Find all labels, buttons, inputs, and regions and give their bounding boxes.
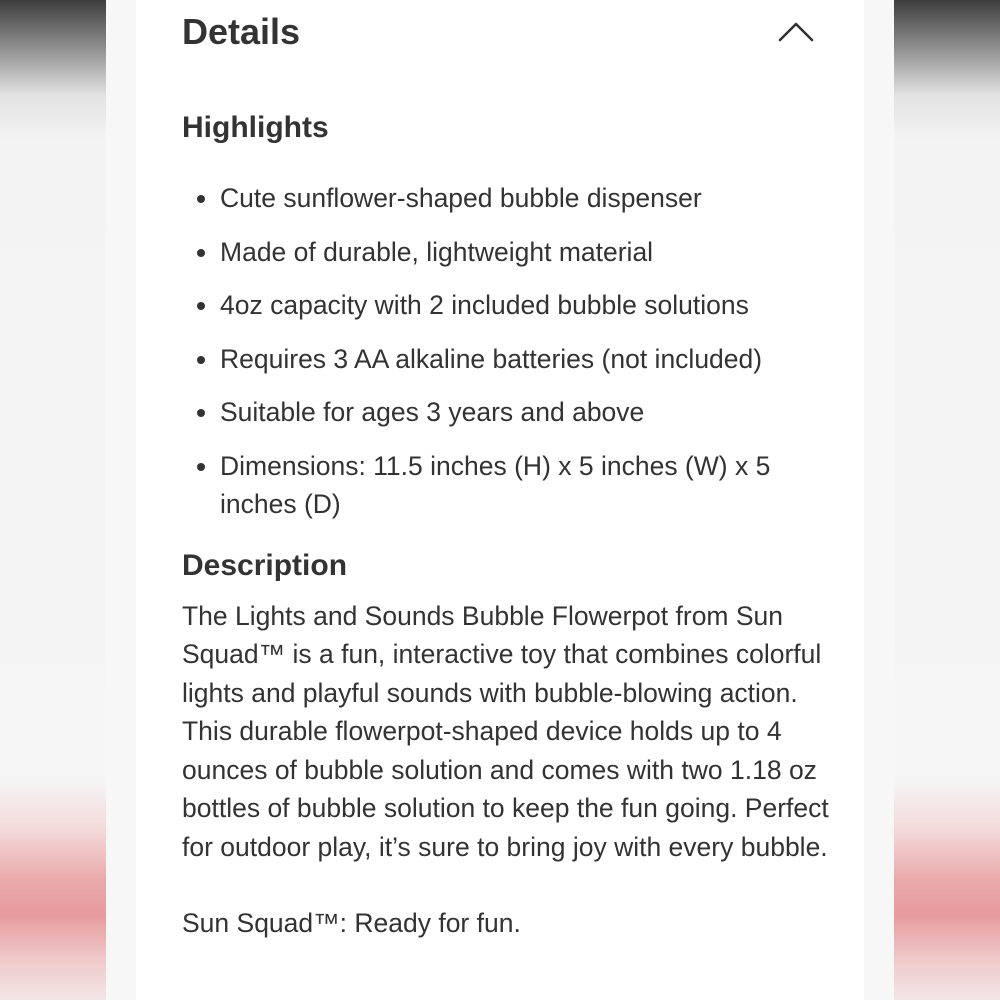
highlight-item: Requires 3 AA alkaline batteries (not included)	[182, 340, 832, 378]
background-left-blur	[0, 0, 106, 1000]
description-heading: Description	[182, 548, 348, 582]
highlight-item: Suitable for ages 3 years and above	[182, 393, 832, 431]
details-title: Details	[182, 11, 301, 52]
details-accordion-header[interactable]	[182, 8, 822, 56]
details-panel	[136, 0, 864, 1000]
screen-frame	[106, 0, 894, 1000]
highlight-item: Dimensions: 11.5 inches (H) x 5 inches (W) x 5 inches (D)	[182, 447, 832, 523]
details-content	[182, 108, 832, 943]
background-right-blur	[894, 0, 1000, 1000]
highlight-item: Made of durable, lightweight material	[182, 233, 832, 271]
description-tagline: Sun Squad™: Ready for fun.	[182, 908, 521, 938]
highlight-item: Cute sunflower-shaped bubble dispenser	[182, 179, 832, 217]
highlights-list	[182, 179, 832, 523]
description-text: The Lights and Sounds Bubble Flowerpot from Sun Squad™ is a fun, interactive toy that combines colorful lights and playful sounds with bubble-blowing action. This durable flowerpot-shaped device holds up to 4 ounces of bubble solution and comes with two 1.18 oz bottles of bubble solution to keep the fun going. Perfect for outdoor play, it’s sure to bring joy with every bubble.	[182, 600, 829, 862]
highlight-item: 4oz capacity with 2 included bubble solutions	[182, 286, 832, 324]
highlights-heading: Highlights	[182, 111, 329, 144]
chevron-up-icon[interactable]	[776, 18, 816, 46]
